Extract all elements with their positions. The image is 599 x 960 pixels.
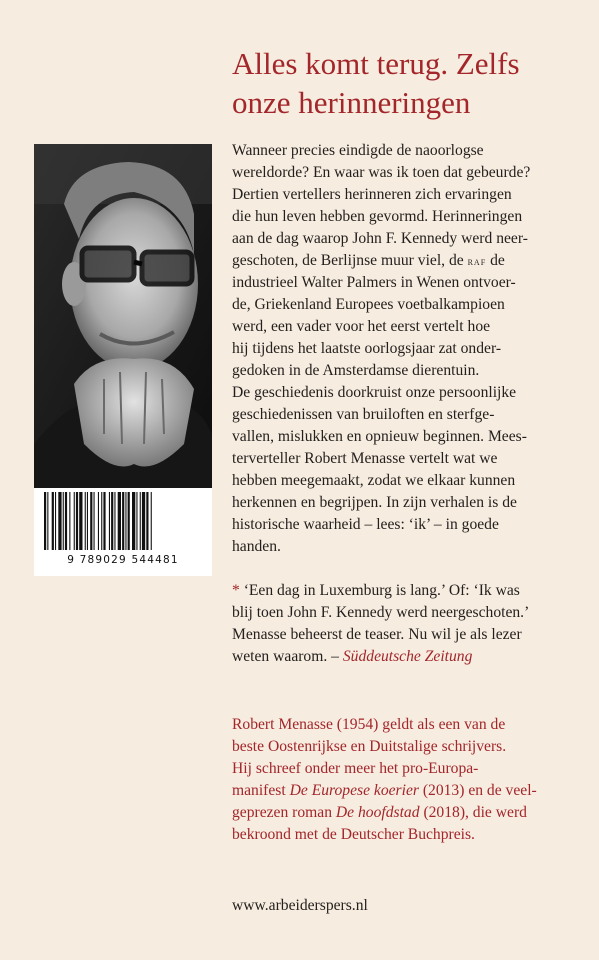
bio-text: manifest bbox=[232, 782, 286, 799]
barcode-bar bbox=[98, 492, 99, 550]
blurb-line: wereldorde? En waar was ik toen dat gebeurde? bbox=[232, 164, 531, 181]
barcode-bar bbox=[140, 492, 141, 550]
bio-line: bekroond met de Deutscher Buchpreis. bbox=[232, 826, 475, 843]
author-bio bbox=[232, 714, 597, 846]
bio-line: Robert Menasse (1954) geldt als een van de bbox=[232, 716, 506, 733]
barcode-bar bbox=[111, 492, 113, 550]
blurb-line: Wanneer precies eindigde de naoorlogse bbox=[232, 142, 484, 159]
asterisk-mark: * bbox=[232, 582, 240, 599]
book-title-hoofdstad: De hoofdstad bbox=[335, 804, 420, 821]
blurb-line: De geschiedenis doorkruist onze persoonlijke bbox=[232, 384, 517, 401]
barcode-bar bbox=[47, 492, 48, 550]
raf-acronym: raf bbox=[467, 254, 487, 268]
author-photo bbox=[34, 144, 212, 488]
blurb-line-part: de bbox=[490, 252, 505, 269]
barcode-bar bbox=[103, 492, 105, 550]
barcode-bar bbox=[63, 492, 64, 550]
blurb-line: historische waarheid – lees: ‘ik’ – in goede bbox=[232, 516, 499, 533]
blurb-line-raf bbox=[232, 250, 597, 272]
barcode-bar bbox=[114, 492, 115, 550]
press-quote bbox=[232, 580, 597, 668]
barcode-bar bbox=[79, 492, 82, 550]
bio-text: (2013) en de veel- bbox=[422, 782, 537, 799]
book-title-koerier: De Europese koerier bbox=[289, 782, 419, 799]
barcode-bar bbox=[94, 492, 95, 550]
barcode-bar bbox=[55, 492, 56, 550]
quote-line bbox=[232, 580, 597, 602]
bio-line bbox=[232, 802, 597, 824]
quote-dash: – bbox=[331, 648, 339, 665]
quote-text: weten waarom. bbox=[232, 648, 328, 665]
bio-line: beste Oostenrijkse en Duitstalige schrijvers. bbox=[232, 738, 507, 755]
blurb-line: gedoken in de Amsterdamse dierentuin. bbox=[232, 362, 480, 379]
quote-source: Süddeutsche Zeitung bbox=[342, 648, 473, 665]
blurb-line: hij tijdens het laatste oorlogsjaar zat onder- bbox=[232, 340, 502, 357]
quote-line bbox=[232, 646, 597, 668]
blurb-line-part: geschoten, de Berlijnse muur viel, de bbox=[232, 252, 464, 269]
barcode-bar bbox=[125, 492, 126, 550]
quote-line: blij toen John F. Kennedy werd neergeschoten.’ bbox=[232, 604, 530, 621]
barcode-bar bbox=[69, 492, 70, 550]
barcode-bar bbox=[132, 492, 135, 550]
barcode-bar bbox=[118, 492, 121, 550]
bio-text: (2018), die werd bbox=[423, 804, 527, 821]
blurb-line: hebben meegemaakt, zodat we elkaar kunnen bbox=[232, 472, 516, 489]
barcode-bar bbox=[87, 492, 88, 550]
isbn-number: 9 789029 544481 bbox=[67, 554, 179, 566]
blurb-line: herkennen en begrijpen. In zijn verhalen is de bbox=[232, 494, 517, 511]
publisher-url: www.arbeiderspers.nl bbox=[232, 897, 368, 914]
quote-text: ‘Een dag in Luxemburg is lang.’ Of: ‘Ik was bbox=[243, 582, 520, 599]
blurb-text bbox=[232, 140, 597, 558]
blurb-line: Dertien vertellers herinneren zich ervaringen bbox=[232, 186, 512, 203]
bio-text: geprezen roman bbox=[232, 804, 333, 821]
book-title bbox=[232, 44, 592, 122]
barcode-bar bbox=[65, 492, 67, 550]
blurb-line: handen. bbox=[232, 538, 281, 555]
barcode-bars bbox=[34, 488, 212, 554]
blurb-line: terverteller Robert Menasse vertelt wat we bbox=[232, 450, 498, 467]
title-line-2: onze herinneringen bbox=[232, 85, 471, 120]
barcode-bar bbox=[44, 492, 46, 550]
barcode-bar bbox=[52, 492, 54, 550]
barcode-bar bbox=[90, 492, 92, 550]
blurb-line: werd, een vader voor het eerst vertelt hoe bbox=[232, 318, 491, 335]
title-line-1: Alles komt terug. Zelfs bbox=[232, 46, 520, 81]
barcode-bar bbox=[151, 492, 152, 550]
blurb-line: geschiedenissen van bruiloften en sterfge- bbox=[232, 406, 495, 423]
barcode-bar bbox=[142, 492, 145, 550]
blurb-line: die hun leven hebben gevormd. Herinneringen bbox=[232, 208, 523, 225]
blurb-line: vallen, mislukken en opnieuw beginnen. Mees- bbox=[232, 428, 527, 445]
blurb-line: industrieel Walter Palmers in Wenen ontvoer- bbox=[232, 274, 516, 291]
barcode-bar bbox=[74, 492, 75, 550]
barcode-bar bbox=[122, 492, 124, 550]
quote-line: Menasse beheerst de teaser. Nu wil je als lezer bbox=[232, 626, 522, 643]
barcode bbox=[34, 488, 212, 576]
bio-line: Hij schreef onder meer het pro-Europa- bbox=[232, 760, 479, 777]
barcode-bar bbox=[146, 492, 148, 550]
bio-line bbox=[232, 780, 597, 802]
barcode-bar bbox=[109, 492, 110, 550]
barcode-bar bbox=[136, 492, 137, 550]
barcode-bar bbox=[101, 492, 102, 550]
barcode-bar bbox=[85, 492, 86, 550]
barcode-bar bbox=[128, 492, 130, 550]
barcode-bar bbox=[58, 492, 61, 550]
blurb-line: aan de dag waarop John F. Kennedy werd neer- bbox=[232, 230, 528, 247]
barcode-bar bbox=[76, 492, 78, 550]
blurb-line: de, Griekenland Europees voetbalkampioen bbox=[232, 296, 505, 313]
